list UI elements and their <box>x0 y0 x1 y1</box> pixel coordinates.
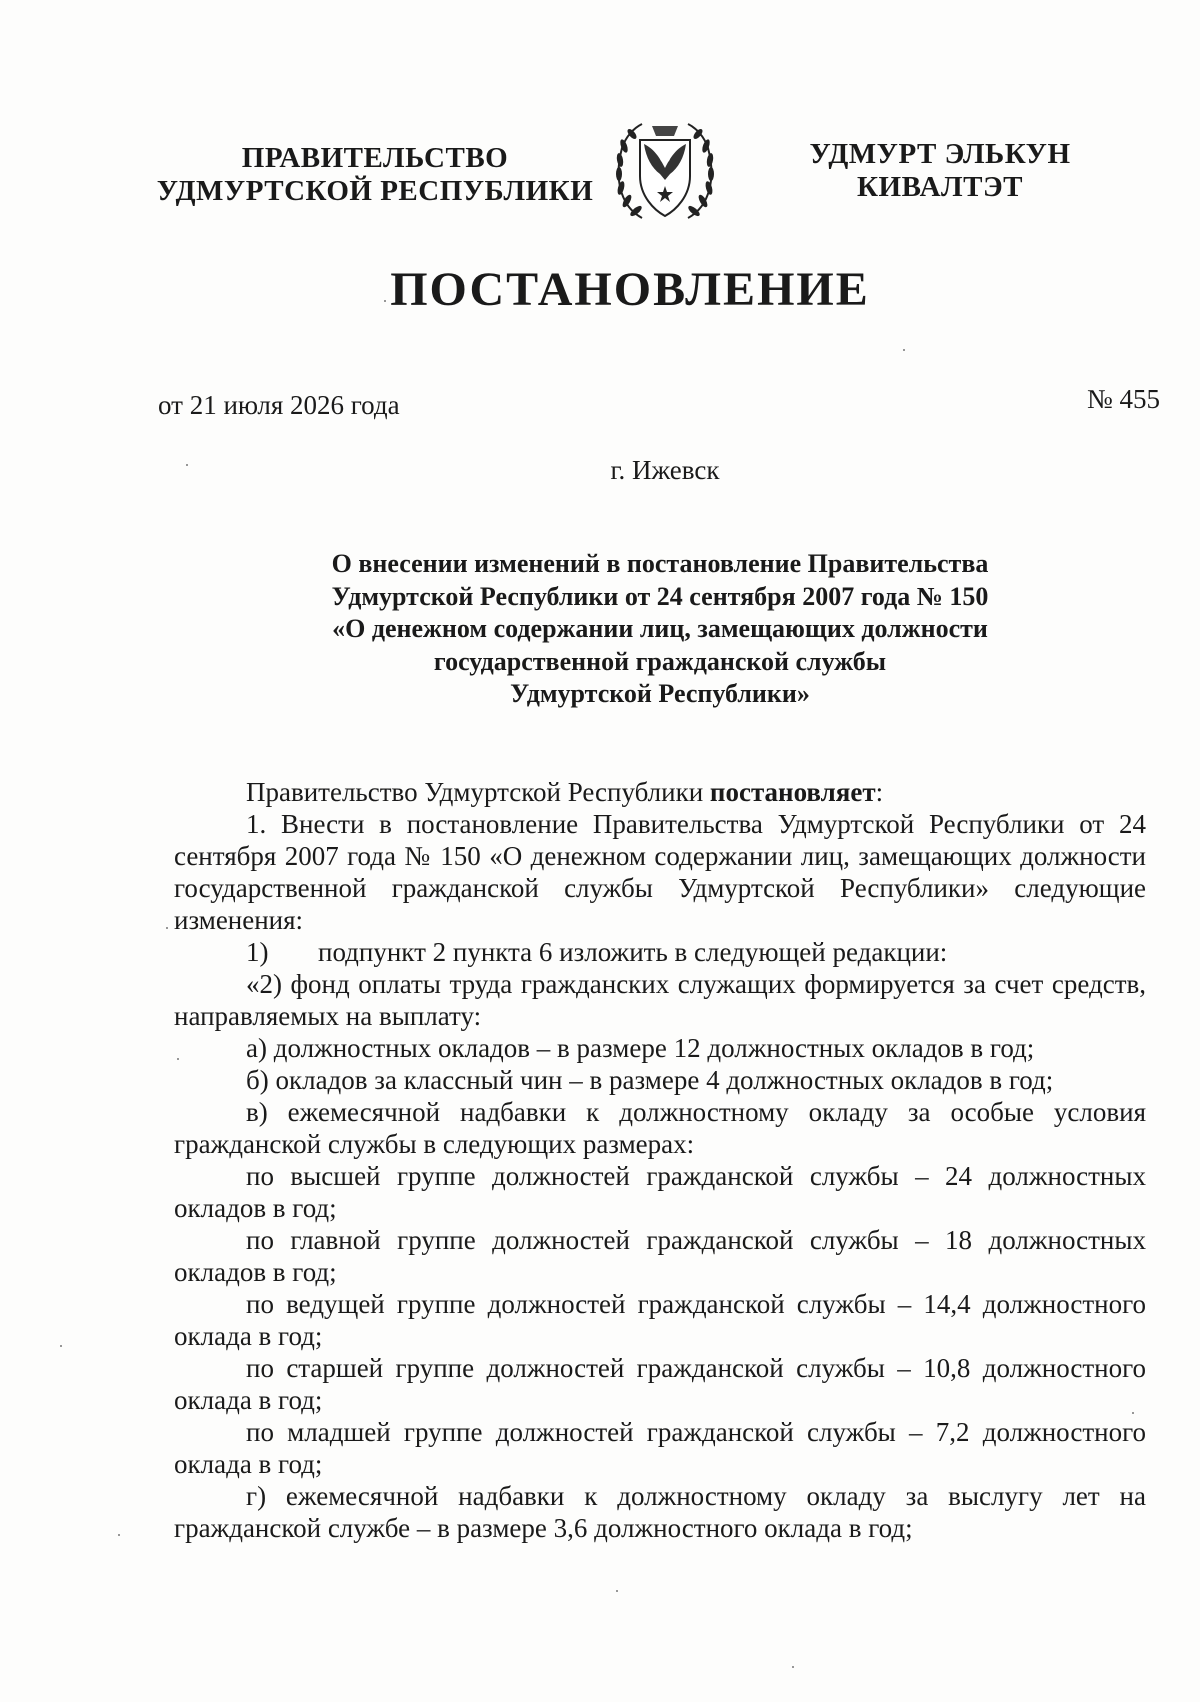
document-title-line: Удмуртской Республики» <box>510 679 810 708</box>
subitem-1-paragraph <box>174 936 1146 968</box>
group-main-paragraph: по главной группе должностей гражданской службы – 18 должностных окладов в год; <box>174 1225 1146 1287</box>
preamble-verb: постановляет <box>709 777 876 807</box>
preamble-colon: : <box>875 777 884 807</box>
document-title-line: Удмуртской Республики от 24 сентября 2007 года № 150 <box>331 581 989 611</box>
government-name-russian <box>150 142 600 208</box>
government-name-udmurt <box>790 138 1090 204</box>
coat-of-arms-icon <box>612 118 718 226</box>
item-1-paragraph: 1. Внести в постановление Правительства Удмуртской Республики от 24 сентября 2007 года № 150 «О денежном содержании лиц, замещающих должности государственной гражданской службы Удмуртской Республики» следующие изменения: <box>174 809 1146 935</box>
group-highest-paragraph: по высшей группе должностей гражданской службы – 24 должностных окладов в год; <box>174 1161 1146 1223</box>
subitem-1-number: 1) <box>246 937 269 967</box>
government-name-line2: УДМУРТСКОЙ РЕСПУБЛИКИ <box>156 175 594 207</box>
group-leading-paragraph: по ведущей группе должностей гражданской службы – 14,4 должностного оклада в год; <box>174 1289 1146 1351</box>
scan-speck <box>166 927 168 929</box>
scan-speck <box>186 464 188 466</box>
preamble-paragraph <box>174 776 1146 808</box>
group-junior-paragraph: по младшей группе должностей гражданской службы – 7,2 должностного оклада в год; <box>174 1417 1146 1479</box>
line-b-paragraph: б) окладов за классный чин – в размере 4 должностных окладов в год; <box>246 1065 1054 1095</box>
scan-speck <box>792 1666 794 1668</box>
document-body <box>174 776 1146 1544</box>
government-name-udmurt-line1: УДМУРТ ЭЛЬКУН <box>809 138 1071 170</box>
scan-speck <box>616 1590 618 1592</box>
line-a-paragraph: а) должностных окладов – в размере 12 должностных окладов в год; <box>246 1033 1035 1063</box>
document-title <box>260 548 1060 711</box>
scan-speck <box>177 1058 179 1060</box>
group-senior-paragraph: по старшей группе должностей гражданской службы – 10,8 должностного оклада в год; <box>174 1353 1146 1415</box>
preamble-text: Правительство Удмуртской Республики <box>246 777 710 807</box>
government-name-line1: ПРАВИТЕЛЬСТВО <box>241 142 509 174</box>
document-date: от 21 июля 2026 года <box>158 390 400 420</box>
line-v-paragraph: в) ежемесячной надбавки к должностному окладу за особые условия гражданской службы в следующих размерах: <box>174 1097 1146 1159</box>
document-city: г. Ижевск <box>610 455 720 485</box>
document-title-line: О внесении изменений в постановление Правительства <box>331 549 989 578</box>
line-g-paragraph: г) ежемесячной надбавки к должностному окладу за выслугу лет на гражданской службе – в размере 3,6 должностного оклада в год; <box>174 1481 1146 1543</box>
quote-intro-paragraph: «2) фонд оплаты труда гражданских служащих формируется за счет средств, направляемых на выплату: <box>174 969 1146 1031</box>
scan-speck <box>384 300 386 302</box>
scan-speck <box>903 349 905 351</box>
scan-speck <box>118 1534 120 1536</box>
document-number: № 455 <box>1086 384 1160 414</box>
scan-speck <box>60 1345 62 1347</box>
document-type-heading: ПОСТАНОВЛЕНИЕ <box>390 263 870 316</box>
scan-speck <box>1132 1412 1134 1414</box>
document-title-line: «О денежном содержании лиц, замещающих должности <box>332 614 988 643</box>
document-title-line: государственной гражданской службы <box>433 646 887 676</box>
subitem-1-text: подпункт 2 пункта 6 изложить в следующей редакции: <box>318 937 948 967</box>
government-name-udmurt-line2: КИВАЛТЭТ <box>856 171 1023 203</box>
